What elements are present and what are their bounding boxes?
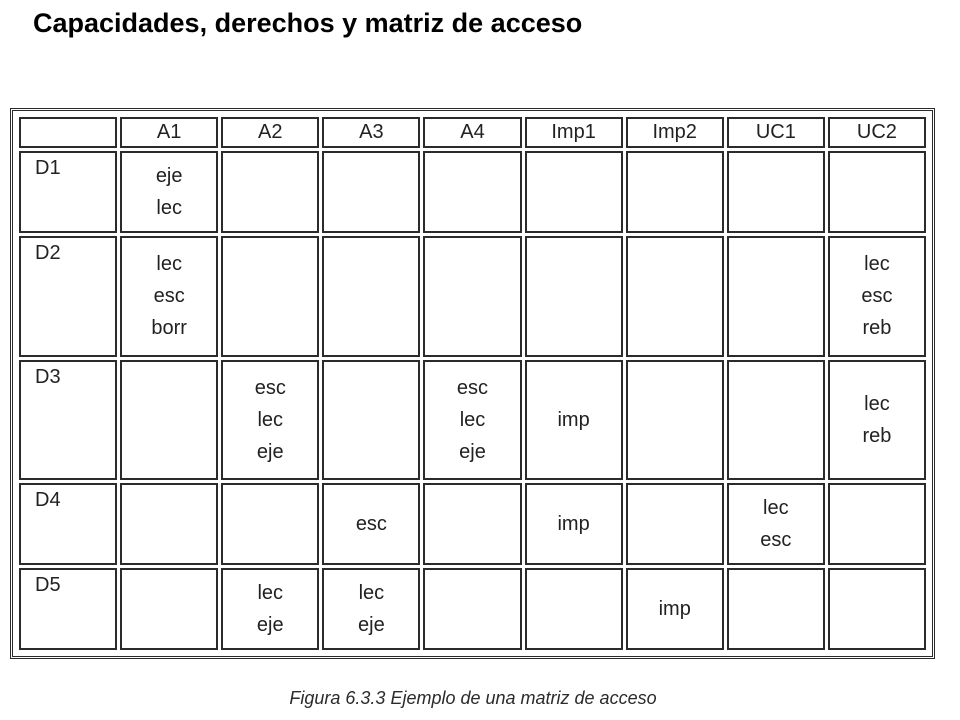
access-rights-cell (525, 568, 623, 650)
domain-row-label: D4 (19, 483, 117, 565)
access-rights-cell (423, 568, 521, 650)
access-right: lec (864, 253, 890, 276)
access-rights-cell (525, 236, 623, 357)
access-rights-cell (221, 236, 319, 357)
access-right: lec (459, 408, 486, 431)
access-right: imp (557, 513, 590, 536)
object-column-header: A1 (120, 117, 218, 148)
access-rights-cell (626, 360, 724, 481)
access-right: esc (153, 285, 185, 308)
access-rights-cell (322, 151, 420, 233)
access-right: reb (862, 317, 892, 340)
access-right: lec (763, 497, 789, 520)
object-column-header: Imp2 (626, 117, 724, 148)
access-rights-cell (727, 483, 825, 565)
access-rights-cell (120, 236, 218, 357)
access-right: esc (456, 376, 489, 399)
access-right: imp (658, 598, 691, 620)
domain-row (19, 236, 926, 357)
access-rights-cell (828, 483, 926, 565)
domain-row (19, 568, 926, 650)
access-rights-cell (120, 568, 218, 650)
access-right: lec (257, 582, 284, 604)
access-right: eje (256, 440, 284, 463)
access-rights-cell (727, 568, 825, 650)
access-rights-cell (221, 360, 319, 481)
figure-caption: Figura 6.3.3 Ejemplo de una matriz de acceso (289, 688, 657, 708)
access-right: imp (557, 408, 590, 431)
domain-row-label: D1 (19, 151, 117, 233)
access-right: lec (156, 196, 182, 219)
domain-row-label: D5 (19, 568, 117, 650)
access-right: lec (864, 392, 890, 415)
domain-row-label: D2 (19, 236, 117, 357)
object-column-header: A2 (221, 117, 319, 148)
access-rights-cell (322, 236, 420, 357)
corner-header-cell (19, 117, 117, 148)
access-rights-cell (828, 360, 926, 481)
access-rights-cell (626, 568, 724, 650)
access-rights-cell (423, 360, 521, 481)
access-rights-cell (727, 360, 825, 481)
access-rights-cell (626, 236, 724, 357)
access-right: eje (459, 440, 486, 463)
slide-title: Capacidades, derechos y matriz de acceso (33, 8, 583, 38)
access-right: lec (257, 408, 284, 431)
object-column-header: A3 (322, 117, 420, 148)
access-rights-cell (626, 483, 724, 565)
access-rights-cell (828, 151, 926, 233)
access-right: borr (151, 317, 187, 340)
access-matrix-figure (10, 108, 935, 659)
access-right: esc (861, 285, 893, 308)
access-right: esc (760, 529, 792, 552)
access-rights-cell (525, 151, 623, 233)
access-rights-cell (525, 360, 623, 481)
access-rights-cell (120, 360, 218, 481)
access-right: eje (358, 614, 385, 636)
access-rights-cell (828, 568, 926, 650)
access-matrix-table (16, 114, 929, 653)
access-rights-cell (120, 151, 218, 233)
access-rights-cell (221, 568, 319, 650)
access-rights-cell (221, 151, 319, 233)
access-rights-cell (221, 483, 319, 565)
domain-row (19, 483, 926, 565)
access-right: eje (155, 164, 183, 187)
access-rights-cell (322, 360, 420, 481)
access-rights-cell (727, 236, 825, 357)
access-right: esc (254, 376, 286, 399)
header-row (19, 117, 926, 148)
access-right: lec (358, 582, 385, 604)
access-rights-cell (727, 151, 825, 233)
access-right: eje (256, 614, 284, 636)
object-column-header: A4 (423, 117, 521, 148)
domain-row-label: D3 (19, 360, 117, 481)
access-rights-cell (423, 483, 521, 565)
access-rights-cell (828, 236, 926, 357)
object-column-header: UC1 (727, 117, 825, 148)
access-rights-cell (423, 236, 521, 357)
access-rights-cell (525, 483, 623, 565)
object-column-header: Imp1 (525, 117, 623, 148)
object-column-header: UC2 (828, 117, 926, 148)
access-rights-cell (626, 151, 724, 233)
access-right: lec (156, 253, 182, 276)
domain-row (19, 360, 926, 481)
matrix-body (19, 151, 926, 650)
access-right: esc (355, 513, 387, 536)
access-rights-cell (322, 568, 420, 650)
access-rights-cell (322, 483, 420, 565)
access-rights-cell (120, 483, 218, 565)
access-right: reb (862, 424, 892, 447)
access-rights-cell (423, 151, 521, 233)
domain-row (19, 151, 926, 233)
